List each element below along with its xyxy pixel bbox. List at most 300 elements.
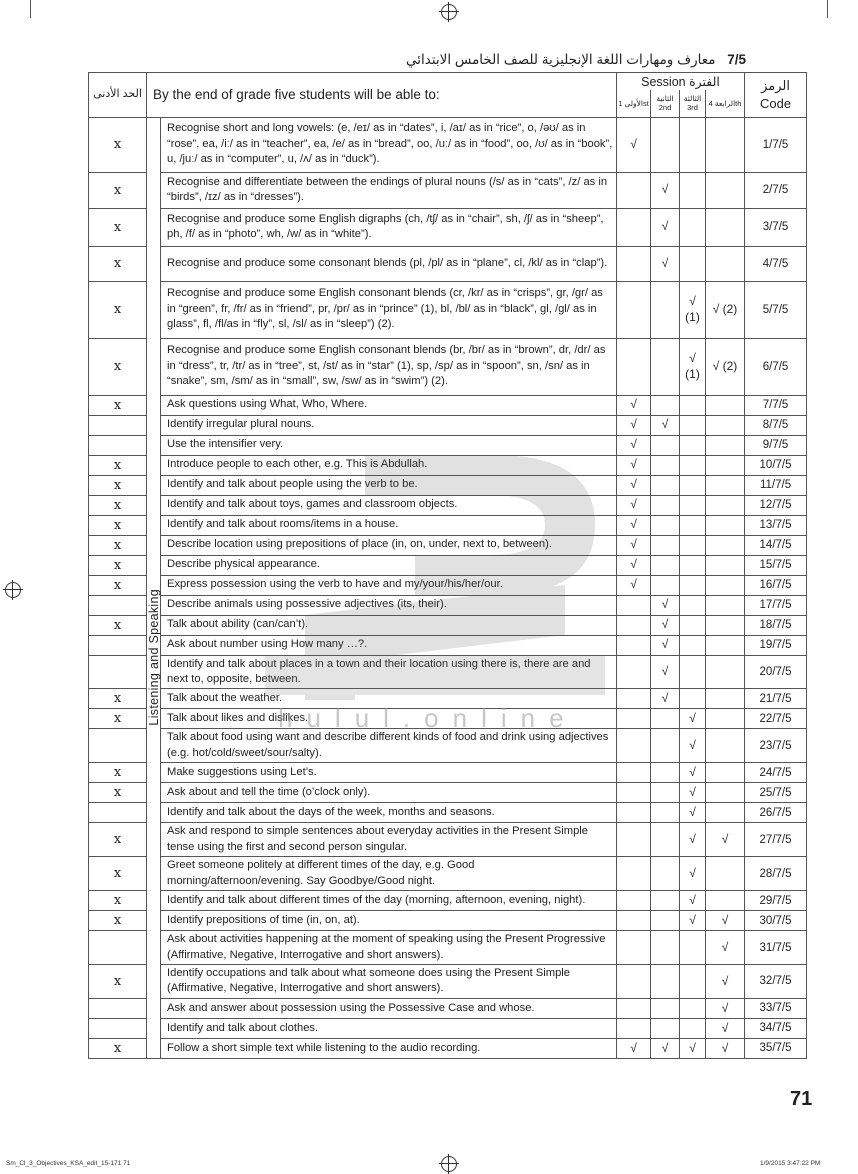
table-row: [89, 615, 807, 635]
table-row: [89, 891, 807, 911]
objective-text: Recognise and produce some English digraphs (ch, /tʃ/ as in “chair”, sh, /ʃ/ as in “sheep”, ph, /f/ as in “photo”, wh, /w/ as in “white”).: [161, 208, 617, 246]
session-4-check: [706, 709, 745, 729]
objective-code: 26/7/5: [745, 803, 807, 823]
objective-code: 23/7/5: [745, 729, 807, 763]
table-row: [89, 635, 807, 655]
objective-code: 29/7/5: [745, 891, 807, 911]
objective-code: 2/7/5: [745, 172, 807, 208]
table-row: [89, 823, 807, 857]
session-4-check: [706, 555, 745, 575]
table-row: [89, 208, 807, 246]
minimum-mark: x: [89, 455, 147, 475]
minimum-mark: x: [89, 495, 147, 515]
session-4-check: √: [706, 931, 745, 965]
minimum-mark: [89, 595, 147, 615]
session-4-check: [706, 763, 745, 783]
minimum-mark: x: [89, 763, 147, 783]
session-2-check: √: [651, 208, 680, 246]
session-1-check: [617, 891, 651, 911]
session-1-check: [617, 965, 651, 999]
session-1-check: [617, 208, 651, 246]
session-2-check: [651, 783, 680, 803]
page-number: 71: [790, 1088, 813, 1110]
table-row: [89, 515, 807, 535]
session-3-check: [680, 246, 706, 281]
session-4-check: [706, 655, 745, 689]
session-2-check: √: [651, 615, 680, 635]
objective-code: 7/7/5: [745, 395, 807, 415]
session-1-check: √: [617, 435, 651, 455]
table-row: [89, 575, 807, 595]
session-2-check: [651, 435, 680, 455]
session-2-check: [651, 763, 680, 783]
objectives-table: [88, 72, 807, 1059]
objective-code: 14/7/5: [745, 535, 807, 555]
skill-area-text: Listening and Speaking: [147, 589, 161, 726]
session-2-check: [651, 803, 680, 823]
minimum-header: الحد الأدنى: [89, 73, 147, 118]
session-2-check: [651, 857, 680, 891]
objective-code: 12/7/5: [745, 495, 807, 515]
objective-text: Recognise short and long vowels: (e, /eɪ/ as in “dates”, i, /aɪ/ as in “rice”, o, /əʊ/ as in “rose”, ea, /iː/ as in “teacher”, ea, /e/ as in “bread”, oo, /uː/ as in “food”, oo, /ʊ/ as in “book”, u, /juː/ as in “computer”, u, /ʌ/ as in “duck”).: [161, 117, 617, 172]
session-4-check: √: [706, 965, 745, 999]
session-2-check: [651, 891, 680, 911]
session-2-check: [651, 709, 680, 729]
footer-datetime: 1/9/2015 3:47:22 PM: [760, 1160, 821, 1167]
session-3-check: [680, 435, 706, 455]
session-2-check: [651, 475, 680, 495]
page-header: [90, 52, 746, 68]
session-1-check: [617, 783, 651, 803]
minimum-mark: x: [89, 783, 147, 803]
objective-code: 30/7/5: [745, 911, 807, 931]
session-1-check: √: [617, 395, 651, 415]
objective-text: Describe animals using possessive adjectives (its, their).: [161, 595, 617, 615]
session-1-check: [617, 246, 651, 281]
minimum-mark: x: [89, 475, 147, 495]
minimum-mark: [89, 803, 147, 823]
session-1-check: √: [617, 495, 651, 515]
session-1-check: √: [617, 1038, 651, 1058]
minimum-mark: x: [89, 1038, 147, 1058]
objective-text: Make suggestions using Let’s.: [161, 763, 617, 783]
session-1-header: الأولى 1st: [617, 90, 651, 117]
minimum-mark: x: [89, 395, 147, 415]
session-4-check: [706, 208, 745, 246]
objective-code: 10/7/5: [745, 455, 807, 475]
objective-code: 18/7/5: [745, 615, 807, 635]
session-3-check: [680, 172, 706, 208]
session-2-check: √: [651, 246, 680, 281]
minimum-mark: x: [89, 555, 147, 575]
minimum-mark: x: [89, 857, 147, 891]
header-title: معارف ومهارات اللغة الإنجليزية للصف الخامس الابتدائي: [405, 52, 716, 67]
session-1-check: [617, 1018, 651, 1038]
minimum-mark: [89, 635, 147, 655]
objective-text: Use the intensifier very.: [161, 435, 617, 455]
table-row: [89, 172, 807, 208]
objective-code: 8/7/5: [745, 415, 807, 435]
objective-code: 31/7/5: [745, 931, 807, 965]
session-2-check: √: [651, 689, 680, 709]
table-title: By the end of grade five students will be able to:: [147, 73, 617, 118]
session-2-check: [651, 911, 680, 931]
objective-code: 16/7/5: [745, 575, 807, 595]
session-3-check: √: [680, 857, 706, 891]
session-3-check: √ (1): [680, 338, 706, 395]
session-3-check: [680, 515, 706, 535]
session-2-check: [651, 495, 680, 515]
session-1-check: [617, 635, 651, 655]
objective-code: 24/7/5: [745, 763, 807, 783]
session-3-check: √: [680, 709, 706, 729]
session-2-check: √: [651, 655, 680, 689]
objective-text: Talk about ability (can/can’t).: [161, 615, 617, 635]
objective-text: Ask about and tell the time (o’clock only).: [161, 783, 617, 803]
table-row: [89, 415, 807, 435]
objective-text: Identify occupations and talk about what someone does using the Present Simple (Affirmative, Negative, Interrogative and short answers).: [161, 965, 617, 999]
objective-text: Identify and talk about people using the verb to be.: [161, 475, 617, 495]
session-2-check: [651, 117, 680, 172]
session-2-check: [651, 535, 680, 555]
objective-code: 35/7/5: [745, 1038, 807, 1058]
session-3-check: [680, 575, 706, 595]
session-4-check: [706, 729, 745, 763]
objective-code: 15/7/5: [745, 555, 807, 575]
session-2-check: [651, 823, 680, 857]
table-row: [89, 763, 807, 783]
session-1-check: [617, 655, 651, 689]
session-2-check: √: [651, 595, 680, 615]
minimum-mark: [89, 415, 147, 435]
session-3-check: [680, 455, 706, 475]
objective-text: Describe location using prepositions of place (in, on, under, next to, between).: [161, 535, 617, 555]
session-1-check: √: [617, 455, 651, 475]
session-2-check: [651, 515, 680, 535]
crop-mark-right: [827, 0, 828, 18]
session-4-check: √: [706, 1018, 745, 1038]
session-1-check: [617, 998, 651, 1018]
objective-text: Recognise and produce some English consonant blends (cr, /kr/ as in “crisps”, gr, /gr/ as in “green”, fr, /fr/ as in “friend”, pr, /pr/ as in “prince” (1), bl, /bl/ as in “black”, gl, /gl/ as in glass”, fl, /fl/as in “fly”, sl, /sl/ as in “sleep”) (2).: [161, 281, 617, 338]
table-row: [89, 783, 807, 803]
session-3-check: √: [680, 803, 706, 823]
session-3-check: √: [680, 823, 706, 857]
session-3-check: [680, 395, 706, 415]
objective-code: 20/7/5: [745, 655, 807, 689]
minimum-mark: x: [89, 689, 147, 709]
minimum-mark: x: [89, 535, 147, 555]
minimum-mark: x: [89, 338, 147, 395]
objective-text: Identify prepositions of time (in, on, at).: [161, 911, 617, 931]
code-header-ar: الرمز: [761, 78, 790, 94]
table-row: [89, 281, 807, 338]
session-4-check: √ (2): [706, 338, 745, 395]
session-4-check: [706, 857, 745, 891]
table-row: [89, 455, 807, 475]
session-3-check: [680, 555, 706, 575]
minimum-mark: [89, 998, 147, 1018]
session-4-check: [706, 455, 745, 475]
session-1-check: [617, 709, 651, 729]
session-3-check: [680, 1018, 706, 1038]
session-3-check: √: [680, 911, 706, 931]
objective-text: Identify and talk about the days of the week, months and seasons.: [161, 803, 617, 823]
minimum-mark: [89, 435, 147, 455]
objective-code: 4/7/5: [745, 246, 807, 281]
session-4-check: [706, 415, 745, 435]
session-3-check: √: [680, 763, 706, 783]
session-2-check: [651, 729, 680, 763]
objective-code: 5/7/5: [745, 281, 807, 338]
session-header: Session الفترة: [617, 73, 745, 91]
minimum-mark: [89, 1018, 147, 1038]
objective-code: 32/7/5: [745, 965, 807, 999]
code-header: [745, 73, 807, 118]
session-4-check: [706, 172, 745, 208]
session-1-check: [617, 857, 651, 891]
minimum-mark: x: [89, 965, 147, 999]
table-row: [89, 595, 807, 615]
objective-text: Talk about the weather.: [161, 689, 617, 709]
objective-code: 22/7/5: [745, 709, 807, 729]
session-3-check: [680, 535, 706, 555]
session-1-check: [617, 911, 651, 931]
session-4-check: [706, 635, 745, 655]
session-2-check: [651, 998, 680, 1018]
session-4-check: [706, 515, 745, 535]
session-4-check: [706, 535, 745, 555]
objective-text: Ask about activities happening at the moment of speaking using the Present Progressive (Affirmative, Negative, Interrogative and short answers).: [161, 931, 617, 965]
watermark-text: hulul.online: [278, 703, 578, 733]
objective-code: 1/7/5: [745, 117, 807, 172]
session-1-check: √: [617, 575, 651, 595]
objective-code: 33/7/5: [745, 998, 807, 1018]
skill-area-label: [147, 117, 161, 1058]
session-3-check: [680, 595, 706, 615]
table-row: [89, 475, 807, 495]
session-4-check: [706, 615, 745, 635]
objective-text: Ask and answer about possession using the Possessive Case and whose.: [161, 998, 617, 1018]
table-row: [89, 395, 807, 415]
session-1-check: [617, 803, 651, 823]
minimum-mark: [89, 931, 147, 965]
session-2-check: [651, 455, 680, 475]
session-3-check: [680, 615, 706, 635]
session-3-check: [680, 415, 706, 435]
objective-code: 3/7/5: [745, 208, 807, 246]
session-4-check: [706, 495, 745, 515]
table-row: [89, 965, 807, 999]
objective-code: 13/7/5: [745, 515, 807, 535]
session-4-check: √ (2): [706, 281, 745, 338]
objective-code: 21/7/5: [745, 689, 807, 709]
session-1-check: [617, 763, 651, 783]
objective-code: 6/7/5: [745, 338, 807, 395]
session-4-check: [706, 783, 745, 803]
objective-text: Recognise and produce some consonant blends (pl, /pl/ as in “plane”, cl, /kl/ as in “clap”).: [161, 246, 617, 281]
session-1-check: √: [617, 415, 651, 435]
objective-text: Greet someone politely at different times of the day, e.g. Good morning/afternoon/evening. Say Goodbye/Good night.: [161, 857, 617, 891]
session-2-check: [651, 1018, 680, 1038]
session-1-check: [617, 729, 651, 763]
objective-code: 34/7/5: [745, 1018, 807, 1038]
objective-code: 25/7/5: [745, 783, 807, 803]
session-1-check: √: [617, 535, 651, 555]
session-4-check: √: [706, 911, 745, 931]
table-row: [89, 911, 807, 931]
objective-code: 11/7/5: [745, 475, 807, 495]
session-3-check: [680, 931, 706, 965]
session-1-check: [617, 931, 651, 965]
table-row: [89, 535, 807, 555]
objective-code: 28/7/5: [745, 857, 807, 891]
session-3-check: √: [680, 783, 706, 803]
session-3-check: [680, 495, 706, 515]
session-1-check: √: [617, 515, 651, 535]
session-1-check: [617, 689, 651, 709]
session-3-check: [680, 208, 706, 246]
minimum-mark: [89, 655, 147, 689]
minimum-mark: x: [89, 208, 147, 246]
session-2-check: [651, 555, 680, 575]
session-3-check: √: [680, 891, 706, 911]
objective-text: Ask questions using What, Who, Where.: [161, 395, 617, 415]
session-3-check: [680, 965, 706, 999]
session-2-check: √: [651, 1038, 680, 1058]
session-3-check: [680, 117, 706, 172]
session-1-check: [617, 595, 651, 615]
registration-mark-icon: [5, 582, 21, 598]
session-4-check: [706, 803, 745, 823]
objective-text: Identify and talk about different times of the day (morning, afternoon, evening, night).: [161, 891, 617, 911]
session-4-check: [706, 117, 745, 172]
session-2-check: √: [651, 172, 680, 208]
table-row: [89, 435, 807, 455]
objective-text: Identify and talk about rooms/items in a house.: [161, 515, 617, 535]
session-3-check: √: [680, 1038, 706, 1058]
session-1-check: [617, 338, 651, 395]
objective-text: Ask about number using How many …?.: [161, 635, 617, 655]
session-2-check: [651, 931, 680, 965]
table-row: [89, 246, 807, 281]
session-2-check: [651, 965, 680, 999]
session-4-check: √: [706, 823, 745, 857]
table-row: [89, 1018, 807, 1038]
table-row: [89, 803, 807, 823]
session-4-check: √: [706, 998, 745, 1018]
session-4-check: [706, 435, 745, 455]
minimum-mark: x: [89, 911, 147, 931]
code-header-en: Code: [759, 95, 792, 111]
session-2-check: [651, 281, 680, 338]
session-1-check: [617, 823, 651, 857]
minimum-mark: x: [89, 575, 147, 595]
session-4-check: [706, 395, 745, 415]
session-3-check: [680, 475, 706, 495]
session-1-check: [617, 615, 651, 635]
session-3-check: √ (1): [680, 281, 706, 338]
table-row: [89, 495, 807, 515]
crop-mark-left: [30, 0, 31, 18]
session-3-header: الثالثة 3rd: [680, 90, 706, 117]
table-row: [89, 117, 807, 172]
session-4-check: [706, 689, 745, 709]
objective-text: Identify irregular plural nouns.: [161, 415, 617, 435]
objective-text: Introduce people to each other, e.g. This is Abdullah.: [161, 455, 617, 475]
objective-text: Identify and talk about clothes.: [161, 1018, 617, 1038]
minimum-mark: [89, 729, 147, 763]
session-2-header: الثانية 2nd: [651, 90, 680, 117]
minimum-mark: x: [89, 891, 147, 911]
registration-mark-icon: [441, 1156, 457, 1172]
minimum-mark: x: [89, 172, 147, 208]
minimum-mark: x: [89, 246, 147, 281]
objective-text: Recognise and produce some English consonant blends (br, /br/ as in “brown”, dr, /dr/ as in “dress”, tr, /tr/ as in “tree”, st, /st/ as in “star” (1), sp, /sp/ as in “spoon”, sn, /sn/ as in “snake”, sm, /sm/ as in “small”, sw, /sw/ as in “swim”) (2).: [161, 338, 617, 395]
session-1-check: √: [617, 555, 651, 575]
session-4-check: [706, 475, 745, 495]
minimum-mark: x: [89, 281, 147, 338]
session-3-check: [680, 655, 706, 689]
objective-text: Identify and talk about places in a town and their location using there is, there are and next to, opposite, between.: [161, 655, 617, 689]
table-row: [89, 931, 807, 965]
header-page-code: 7/5: [727, 52, 746, 67]
session-2-check: √: [651, 415, 680, 435]
session-3-check: [680, 689, 706, 709]
session-4-check: [706, 595, 745, 615]
objective-text: Follow a short simple text while listening to the audio recording.: [161, 1038, 617, 1058]
minimum-mark: x: [89, 515, 147, 535]
objective-code: 9/7/5: [745, 435, 807, 455]
session-2-check: [651, 395, 680, 415]
session-4-check: [706, 891, 745, 911]
table-row: [89, 857, 807, 891]
session-2-check: √: [651, 635, 680, 655]
session-4-check: [706, 575, 745, 595]
minimum-mark: x: [89, 615, 147, 635]
minimum-mark: x: [89, 117, 147, 172]
session-3-check: [680, 635, 706, 655]
objective-text: Identify and talk about toys, games and classroom objects.: [161, 495, 617, 515]
session-1-check: √: [617, 475, 651, 495]
objective-text: Describe physical appearance.: [161, 555, 617, 575]
table-row: [89, 655, 807, 689]
session-3-check: √: [680, 729, 706, 763]
session-3-check: [680, 998, 706, 1018]
minimum-mark: x: [89, 709, 147, 729]
session-2-check: [651, 338, 680, 395]
session-4-check: √: [706, 1038, 745, 1058]
session-1-check: √: [617, 117, 651, 172]
session-4-check: [706, 246, 745, 281]
objective-text: Talk about food using want and describe different kinds of food and drink using adjectives (e.g. hot/cold/sweet/sour/salty).: [161, 729, 617, 763]
objective-text: Recognise and differentiate between the endings of plural nouns (/s/ as in “cats”, /z/ as in “birds”, /ɪz/ as in “dresses”).: [161, 172, 617, 208]
objective-text: Express possession using the verb to have and my/your/his/her/our.: [161, 575, 617, 595]
table-row: [89, 555, 807, 575]
objective-text: Ask and respond to simple sentences about everyday activities in the Present Simple tense using the first and second person singular.: [161, 823, 617, 857]
session-2-check: [651, 575, 680, 595]
table-row: [89, 998, 807, 1018]
minimum-mark: x: [89, 823, 147, 857]
objective-text: Talk about likes and dislikes.: [161, 709, 617, 729]
objective-code: 17/7/5: [745, 595, 807, 615]
table-row: [89, 1038, 807, 1058]
session-1-check: [617, 172, 651, 208]
objective-code: 27/7/5: [745, 823, 807, 857]
session-4-header: الرابعة 4th: [706, 90, 745, 117]
table-row: [89, 338, 807, 395]
session-1-check: [617, 281, 651, 338]
footer-filename: Sm_Cl_3_Objectives_KSA_edit_15-171 71: [6, 1160, 131, 1167]
